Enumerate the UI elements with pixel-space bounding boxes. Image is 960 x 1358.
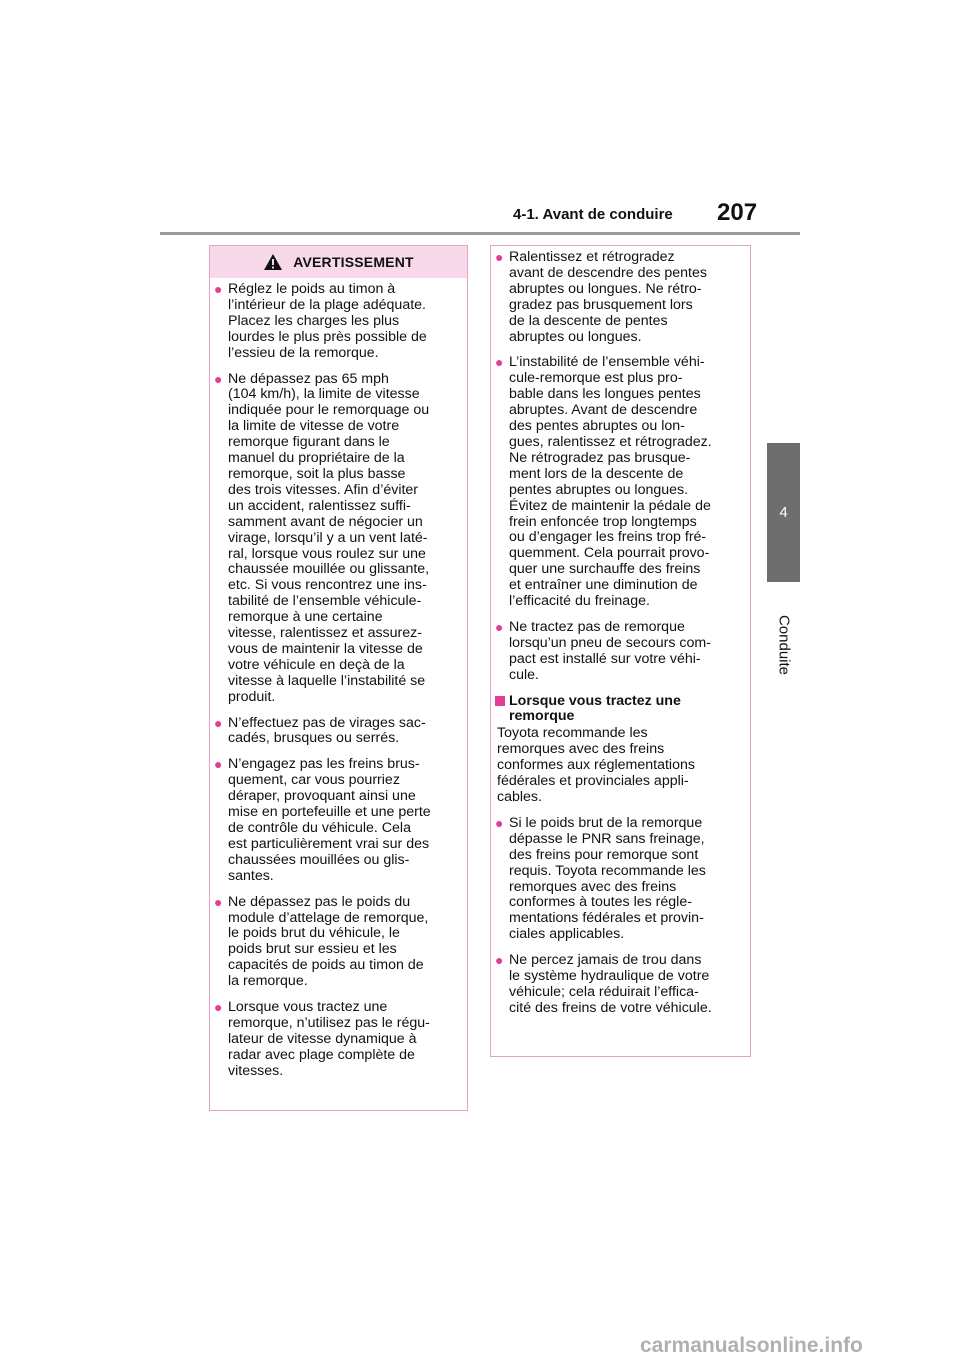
warning-title: AVERTISSEMENT (293, 254, 414, 270)
warning-bullet: ● N’engagez pas les freins brus- quement, car vous pourriez déraper, provoquant ainsi une mise en portefeuille et une perte de contrôle du véhicule. Cela est particulièrement vrai sur des chaussées mouillées ou glis- santes. (214, 756, 431, 884)
bullet-dot-icon: ● (495, 618, 504, 635)
warning-bullet: ● Ne dépassez pas le poids du module d’attelage de remorque, le poids brut du véhicule, le poids brut sur essieu et les capacités de poids au timon de la remorque. (214, 893, 429, 990)
chapter-tab[interactable]: 4 (767, 443, 800, 582)
bullet-dot-icon: ● (214, 714, 223, 731)
warning-bullet: ● Lorsque vous tractez une remorque, n’utilisez pas le régu- lateur de vitesse dynamique à radar avec plage complète de vitesses. (214, 999, 430, 1079)
warning-bullet: ● Ralentissez et rétrogradez avant de descendre des pentes abruptes ou longues. Ne rétro- gradez pas brusquement lors de la descente de pentes abruptes ou longues. (495, 249, 707, 345)
bullet-dot-icon: ● (214, 999, 223, 1016)
warning-bullet: ● Ne tractez pas de remorque lorsqu’un pneu de secours com- pact est installé sur votre véhi- cule. (495, 618, 711, 683)
warning-bullet: ● L’instabilité de l’ensemble véhi- cule-remorque est plus pro- bable dans les longues pentes abruptes. Avant de descendre des pentes abruptes ou lon- gues, ralentissez et rétrogradez. Ne rétrogradez pas brusque- ment lors de la descente de pentes abruptes ou longues. Évitez de maintenir la pédale de frein enfoncée trop longtemps ou d’engager les freins trop fré- quemment. Cela pourrait provo- quer une surchauffe des freins et entraîner une diminution de l’efficacité du freinage. (495, 354, 712, 610)
warning-bullet: ● N’effectuez pas de virages sac- cadés, brusques ou serrés. (214, 714, 426, 747)
warning-triangle-icon (263, 253, 283, 271)
warning-box-continued (490, 245, 751, 1057)
page-number: 207 (717, 199, 758, 226)
warning-bullet: ● Ne dépassez pas 65 mph (104 km/h), la limite de vitesse indiquée pour le remorquage ou la limite de vitesse de votre remorque figurant dans le manuel du propriétaire de la remorque, soit la plus basse des trois vitesses. Afin d’éviter un accident, ralentissez suffi- samment avant de négocier un virage, lorsqu’il y a un vent laté- ral, lorsque vous roulez sur une chaussée mouillée ou glissante, etc. Si vous rencontrez une ins- tabilité de l’ensemble véhicule- remorque à une certaine vitesse, ralentissez et assurez- vous de maintenir la vitesse de votre véhicule en deçà de la vitesse à laquelle l’instabilité se produit. (214, 370, 430, 705)
warning-box (209, 245, 468, 1111)
bullet-dot-icon: ● (214, 281, 223, 297)
bullet-dot-icon: ● (495, 354, 504, 371)
bullet-dot-icon: ● (214, 370, 223, 387)
bullet-dot-icon: ● (214, 893, 223, 910)
warning-header (210, 246, 467, 278)
square-bullet-icon (495, 696, 505, 706)
chapter-label: Conduite (775, 614, 793, 676)
warning-bullet: ● Réglez le poids au timon à l’intérieur de la plage adéquate. Placez les charges les plus lourdes le plus près possible de l’essieu de la remorque. (214, 281, 427, 361)
paragraph: Toyota recommande les remorques avec des freins conformes aux réglementations fédérales et provinciales appli- cables. (497, 725, 695, 805)
watermark: carmanualsonline.info (640, 1334, 863, 1357)
bullet-dot-icon: ● (214, 756, 223, 773)
bullet-dot-icon: ● (495, 952, 504, 969)
header-rule (160, 232, 800, 235)
warning-bullet: ● Ne percez jamais de trou dans le système hydraulique de votre véhicule; cela réduirait l’effica- cité des freins de votre véhicule. (495, 952, 712, 1016)
bullet-dot-icon: ● (495, 814, 504, 831)
bullet-dot-icon: ● (495, 249, 504, 265)
subheading: Lorsque vous tractez une remorque (495, 694, 740, 726)
section-title: 4-1. Avant de conduire (513, 206, 673, 223)
warning-bullet: ● Si le poids brut de la remorque dépasse le PNR sans freinage, des freins pour remorque sont requis. Toyota recommande les remorques avec des freins conformes à toutes les régle- mentations fédérales et provin- ciales applicables. (495, 814, 706, 943)
